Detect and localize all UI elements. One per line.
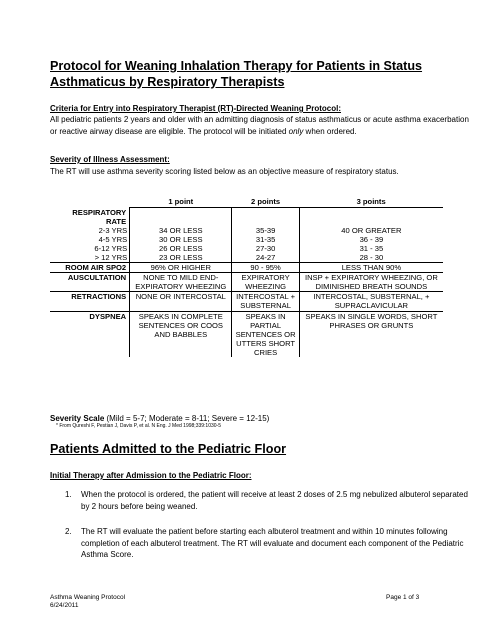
criteria-heading: Criteria for Entry into Respiratory Therapist (RT)-Directed Weaning Protocol: <box>50 104 341 113</box>
row-label-spo2: ROOM AIR SPO2 <box>50 263 130 273</box>
table-row <box>50 292 443 311</box>
cell-1-point: 23 OR LESS <box>130 253 232 263</box>
row-label-auscultation: AUSCULTATION <box>50 273 130 292</box>
cell-3-points: INSP + EXPIRATORY WHEEZING, OR DIMINISHED BREATH SOUNDS <box>299 273 443 292</box>
cell-2-points: EXPIRATORY WHEEZING <box>232 273 299 292</box>
severity-scale-text: (Mild = 5-7; Moderate = 8-11; Severe = 12-15) <box>106 414 270 423</box>
table-row <box>50 253 443 263</box>
source-note: * From Qureshi F, Pestian J, Davis P, et al. N Eng. J Med 1998;339:1030-5 <box>56 423 221 429</box>
initial-therapy-heading: Initial Therapy after Admission to the Pediatric Floor: <box>50 471 252 480</box>
cell-3-points: LESS THAN 90% <box>299 263 443 273</box>
age-group: 2-3 YRS <box>98 225 128 235</box>
footer-page-number: Page 1 of 3 <box>386 594 420 601</box>
table-row <box>50 244 443 253</box>
table-row <box>50 235 443 244</box>
cell-2-points: SPEAKS IN PARTIAL SENTENCES OR UTTERS SHORT CRIES <box>232 311 299 357</box>
cell-3-points: INTERCOSTAL, SUBSTERNAL, + SUPRACLAVICULAR <box>299 292 443 311</box>
header-1-point: 1 point <box>130 196 232 208</box>
age-group: > 12 YRS <box>94 252 128 262</box>
cell-3-points: 31 - 35 <box>299 244 443 253</box>
cell-1-point: 26 OR LESS <box>130 244 232 253</box>
table-row <box>50 311 443 357</box>
cell-3-points: SPEAKS IN SINGLE WORDS, SHORT PHRASES OR GRUNTS <box>299 311 443 357</box>
criteria-body-post: when ordered. <box>303 126 357 136</box>
cell-3-points: 36 - 39 <box>299 235 443 244</box>
table-header-row <box>50 196 443 208</box>
header-3-points: 3 points <box>299 196 443 208</box>
table-row <box>50 226 443 235</box>
cell-2-points: 24-27 <box>232 253 299 263</box>
age-group: 6-12 YRS <box>94 243 128 253</box>
row-label-respiratory-rate: RESPIRATORY RATE <box>72 207 127 226</box>
cell-1-point: NONE OR INTERCOSTAL <box>130 292 232 311</box>
table-row <box>50 208 443 226</box>
cell-1-point: 96% OR HIGHER <box>130 263 232 273</box>
footer-doc-name: Asthma Weaning Protocol <box>50 594 126 601</box>
cell-2-points: 27-30 <box>232 244 299 253</box>
criteria-body-emphasis: only <box>288 126 304 136</box>
footer-left <box>50 594 125 610</box>
header-2-points: 2 points <box>232 196 299 208</box>
footer-date: 6/24/2011 <box>50 602 79 609</box>
asthma-score-table <box>50 196 443 357</box>
table-row <box>50 273 443 292</box>
header-blank <box>50 196 130 208</box>
severity-scale-label: Severity Scale <box>50 414 105 423</box>
cell-1-point: 30 OR LESS <box>130 235 232 244</box>
list-item-text: The RT will evaluate the patient before starting each albuterol treatment and within 10 minutes following completion of each albuterol treatment. The RT will evaluate and document each component of the Pediatric Asthma Score. <box>81 527 464 559</box>
severity-assessment-heading: Severity of Illness Assessment: <box>50 155 170 164</box>
list-item-number: 2. <box>65 527 72 536</box>
cell-3-points: 40 OR GREATER <box>299 226 443 235</box>
list-item-number: 1. <box>65 490 72 499</box>
cell-3-points: 28 - 30 <box>299 253 443 263</box>
age-group: 4-5 YRS <box>98 234 128 244</box>
cell-1-point: NONE TO MILD END-EXPIRATORY WHEEZING <box>130 273 232 292</box>
cell-2-points: 31-35 <box>232 235 299 244</box>
severity-assessment-body: The RT will use asthma severity scoring listed below as an objective measure of respiratory status. <box>50 167 399 176</box>
row-label-retractions: RETRACTIONS <box>50 292 130 311</box>
cell-2-points: 35-39 <box>232 226 299 235</box>
cell-2-points: INTERCOSTAL + SUBSTERNAL <box>232 292 299 311</box>
criteria-body <box>50 114 475 137</box>
row-label-dyspnea: DYSPNEA <box>50 311 130 357</box>
criteria-body-pre: All pediatric patients 2 years and older with an admitting diagnosis of status asthmaticus or acute asthma exacerbation or reactive airway disease are eligible. The protocol will be initiated <box>50 115 469 136</box>
cell-1-point: 34 OR LESS <box>130 226 232 235</box>
list-item-text: When the protocol is ordered, the patient will receive at least 2 doses of 2.5 mg nebulized albuterol separated by 2 hours before being weaned. <box>81 490 468 511</box>
document-title: Protocol for Weaning Inhalation Therapy for Patients in Status Asthmaticus by Respiratory Therapists <box>50 59 423 89</box>
table-row <box>50 263 443 273</box>
section-heading: Patients Admitted to the Pediatric Floor <box>50 442 287 456</box>
cell-1-point: SPEAKS IN COMPLETE SENTENCES OR COOS AND BABBLES <box>130 311 232 357</box>
cell-2-points: 90 - 95% <box>232 263 299 273</box>
